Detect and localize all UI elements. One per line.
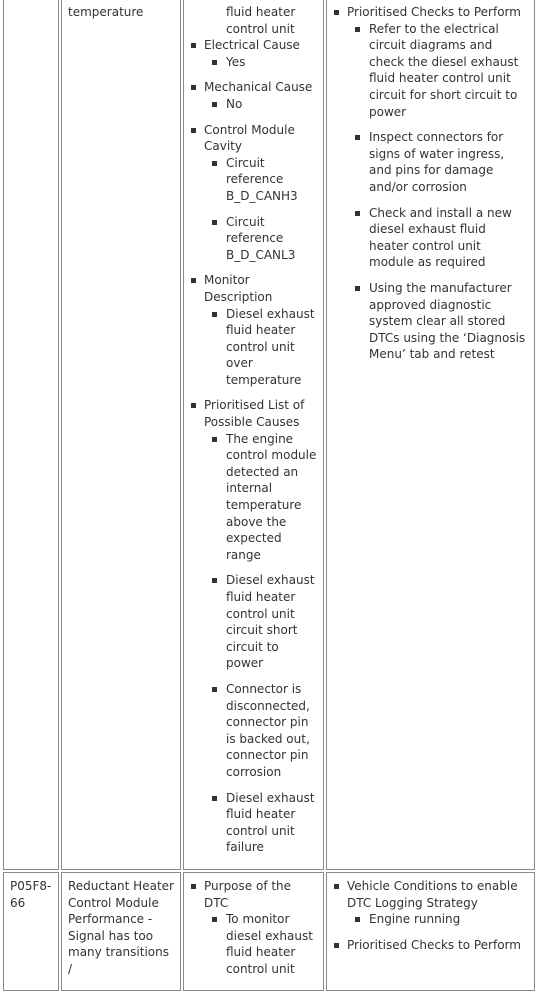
sub-list: [347, 911, 528, 928]
dtc-code-cell: [3, 872, 59, 992]
dtc-description: temperature: [68, 5, 144, 19]
list-item-label: Prioritised Checks to Perform: [347, 937, 521, 952]
possible-causes-cell: [183, 0, 324, 870]
list-item: [190, 37, 317, 70]
list-item-label: Vehicle Conditions to enable DTC Logging Strategy: [347, 878, 518, 910]
table-row: [3, 872, 535, 992]
cause-list: [190, 37, 317, 856]
table-row: [3, 0, 535, 870]
dtc-table: [1, 0, 537, 993]
sub-list: [204, 306, 317, 389]
sub-list-item: Diesel exhaust fluid heater control unit over temperature: [204, 306, 317, 389]
list-item: [190, 122, 317, 264]
sub-list-item: Circuit reference B_D_CANH3: [204, 155, 317, 205]
list-item: [190, 397, 317, 855]
possible-causes-cell: [183, 872, 324, 992]
sub-list: [204, 911, 317, 977]
dtc-description-cell: [61, 872, 181, 992]
list-item-label: Prioritised Checks to Perform: [347, 5, 521, 19]
sub-list-item: Refer to the electrical circuit diagrams and check the diesel exhaust fluid heater control unit circuit for short circuit to power: [347, 21, 528, 121]
list-item-label: Monitor Description: [204, 273, 273, 304]
list-item: [333, 937, 528, 954]
dtc-description-cell: [61, 0, 181, 870]
sub-list: [204, 155, 317, 264]
list-item: [190, 878, 317, 978]
sub-list-item: To monitor diesel exhaust fluid heater control unit: [204, 911, 317, 977]
sub-list-item: Diesel exhaust fluid heater control unit circuit short circuit to power: [204, 572, 317, 672]
dtc-description: Reductant Heater Control Module Performance - Signal has too many transitions /: [68, 878, 174, 976]
dtc-code: P05F8-66: [10, 878, 52, 910]
sub-list-item: No: [204, 96, 317, 113]
sub-list: [204, 431, 317, 856]
list-item-label: Purpose of the DTC: [204, 878, 292, 910]
action-cell: [326, 0, 535, 870]
list-item-label: Prioritised List of Possible Causes: [204, 398, 305, 430]
sub-list-item: Connector is disconnected, connector pin is backed out, connector pin corrosion: [204, 681, 317, 781]
action-list: [333, 878, 528, 953]
dtc-code-cell: [3, 0, 59, 870]
sub-list-item: Yes: [204, 54, 317, 71]
sub-list: [204, 54, 317, 71]
sub-list-item: Check and install a new diesel exhaust fluid heater control unit module as required: [347, 205, 528, 271]
list-item: [190, 79, 317, 112]
cause-list: [190, 878, 317, 978]
sub-list-item: Inspect connectors for signs of water ingress, and pins for damage and/or corrosion: [347, 129, 528, 195]
sub-list: [204, 96, 317, 113]
list-item: [190, 272, 317, 388]
sub-list: [347, 21, 528, 363]
sub-list-item: Circuit reference B_D_CANL3: [204, 214, 317, 264]
list-item-label: Mechanical Cause: [204, 80, 313, 95]
sub-list-item: Using the manufacturer approved diagnostic system clear all stored DTCs using the ‘Diagnosis Menu’ tab and retest: [347, 280, 528, 363]
list-item-label: Electrical Cause: [204, 38, 300, 53]
continued-text: fluid heater control unit: [226, 5, 296, 36]
sub-list-item: Diesel exhaust fluid heater control unit failure: [204, 790, 317, 856]
action-list: [333, 4, 528, 363]
action-cell: [326, 872, 535, 992]
list-item-label: Control Module Cavity: [204, 122, 295, 154]
sub-list-item: The engine control module detected an internal temperature above the expected range: [204, 431, 317, 564]
sub-list-item: Engine running: [347, 911, 528, 928]
list-item: [333, 4, 528, 363]
